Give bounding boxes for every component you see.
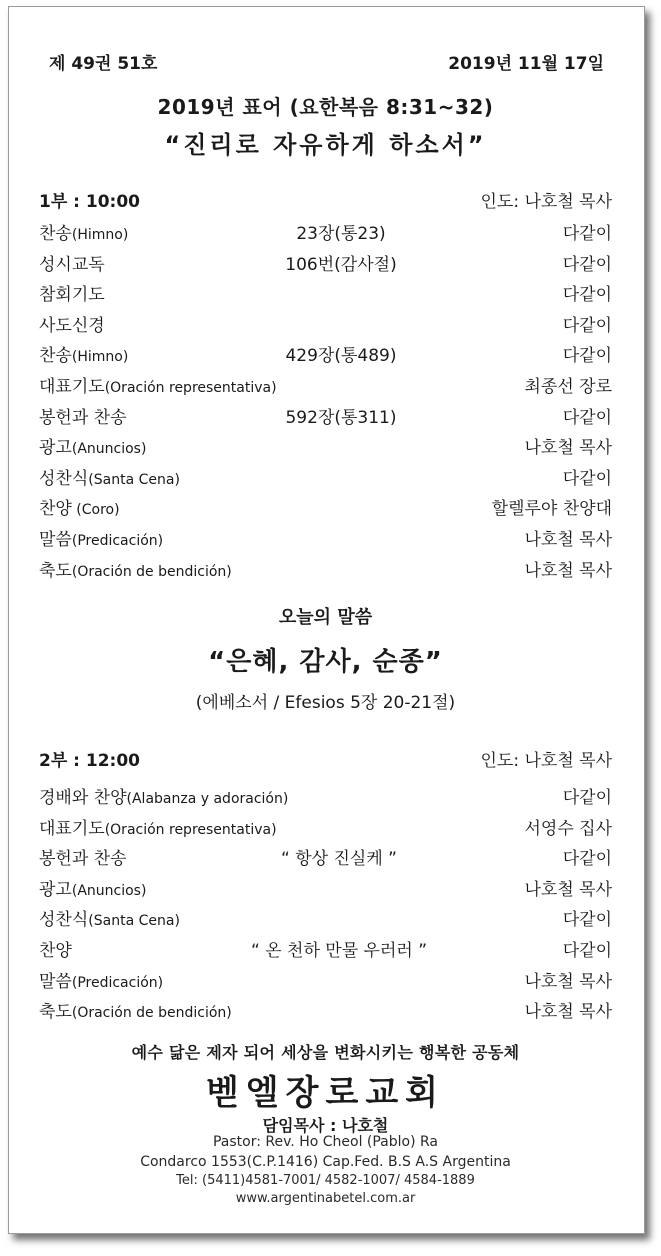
order-participant: 다같이 bbox=[562, 254, 612, 275]
issue-date: 2019년 11월 17일 bbox=[448, 54, 604, 74]
order-row bbox=[39, 403, 612, 427]
order-item-label: 축도 bbox=[39, 560, 72, 581]
order-row bbox=[39, 556, 612, 580]
order-row bbox=[39, 997, 612, 1021]
order-item bbox=[39, 311, 105, 336]
order-item bbox=[39, 814, 277, 839]
order-item bbox=[39, 219, 128, 244]
order-row bbox=[39, 372, 612, 396]
order-participant: 나호철 목사 bbox=[524, 971, 612, 992]
order-hymn-number: 23장(통23) bbox=[296, 224, 386, 244]
church-website[interactable]: www.argentinabetel.com.ar bbox=[235, 1191, 416, 1206]
order-row bbox=[39, 967, 612, 991]
order-item-label: 봉헌과 찬송 bbox=[39, 849, 127, 870]
order-item bbox=[39, 494, 120, 519]
order-hymn-number: “ 온 천하 만물 우러러 ” bbox=[250, 941, 428, 961]
order-item bbox=[39, 997, 232, 1022]
order-participant: 나호철 목사 bbox=[524, 560, 612, 581]
order-item bbox=[39, 967, 163, 992]
order-row bbox=[39, 875, 612, 899]
order-item bbox=[39, 433, 146, 458]
order-item-spanish: (Oración representativa) bbox=[104, 380, 277, 396]
order-item bbox=[39, 341, 128, 366]
order-row bbox=[39, 341, 612, 365]
order-row bbox=[39, 464, 612, 488]
order-participant: 다같이 bbox=[562, 849, 612, 870]
order-item-spanish: (Oración de bendición) bbox=[71, 563, 232, 580]
order-item-label: 참회기도 bbox=[39, 285, 105, 306]
order-item-label: 축도 bbox=[39, 1002, 72, 1023]
order-item bbox=[39, 464, 180, 489]
order-participant: 나호철 목사 bbox=[524, 438, 612, 459]
order-participant: 다같이 bbox=[562, 910, 612, 931]
order-item-label: 말씀 bbox=[39, 971, 72, 992]
order-item-label: 찬송 bbox=[39, 224, 72, 244]
church-motto: 예수 닮은 제자 되어 세상을 변화시키는 행복한 공동체 bbox=[131, 1043, 520, 1062]
pastor-english: Pastor: Rev. Ho Cheol (Pablo) Ra bbox=[212, 1134, 439, 1150]
order-item-label: 찬양 bbox=[39, 941, 72, 961]
order-item-spanish: (Predicación) bbox=[71, 974, 164, 991]
order-item-label: 대표기도 bbox=[39, 377, 105, 397]
church-phone: Tel: (5411)4581-7001/ 4582-1007/ 4584-1889 bbox=[176, 1173, 475, 1188]
order-participant: 다같이 bbox=[562, 788, 612, 808]
order-item-spanish: (Oración de bendición) bbox=[71, 1005, 232, 1022]
order-row bbox=[39, 814, 612, 838]
order-row bbox=[39, 311, 612, 335]
bulletin-content bbox=[39, 7, 612, 1233]
order-row bbox=[39, 250, 612, 274]
order-item-spanish: (Himno) bbox=[71, 349, 129, 366]
order-item-label: 말씀 bbox=[39, 530, 72, 550]
order-item-label: 광고 bbox=[39, 438, 72, 459]
senior-pastor: 담임목사 : 나호철 bbox=[262, 1116, 389, 1135]
order-hymn-number: 429장(통489) bbox=[285, 346, 397, 367]
yearly-motto-quote: “진리로 자유하게 하소서” bbox=[164, 131, 487, 159]
order-item-spanish: (Predicación) bbox=[71, 533, 164, 549]
service1-leader: 인도: 나호철 목사 bbox=[480, 192, 612, 212]
order-participant: 나호철 목사 bbox=[524, 879, 612, 900]
order-item-label: 봉헌과 찬송 bbox=[39, 407, 127, 428]
order-participant: 다같이 bbox=[562, 941, 612, 961]
order-item-spanish: (Himno) bbox=[71, 227, 129, 243]
church-name: 벧엘장로교회 bbox=[205, 1073, 446, 1113]
order-item-spanish: (Alabanza y adoración) bbox=[126, 791, 289, 807]
order-participant: 최종선 장로 bbox=[524, 377, 612, 397]
order-participant: 다같이 bbox=[562, 407, 612, 428]
order-row bbox=[39, 936, 612, 960]
order-row bbox=[39, 844, 612, 868]
order-row bbox=[39, 905, 612, 929]
order-item bbox=[39, 844, 127, 869]
order-item-spanish: (Santa Cena) bbox=[88, 913, 180, 930]
order-row bbox=[39, 280, 612, 304]
order-item-label: 성찬식 bbox=[39, 910, 89, 931]
order-item bbox=[39, 280, 105, 305]
order-item bbox=[39, 905, 180, 930]
order-item-spanish: (Oración representativa) bbox=[104, 821, 277, 838]
order-row bbox=[39, 783, 612, 807]
order-participant: 다같이 bbox=[562, 315, 612, 336]
order-item-label: 찬양 bbox=[39, 499, 72, 520]
order-participant: 다같이 bbox=[562, 224, 612, 244]
order-item bbox=[39, 875, 146, 900]
church-address: Condarco 1553(C.P.1416) Cap.Fed. B.S A.S Argentina bbox=[140, 1154, 511, 1170]
service1-title: 1부 : 10:00 bbox=[39, 192, 140, 212]
order-row bbox=[39, 525, 612, 549]
order-item-spanish: (Santa Cena) bbox=[88, 471, 180, 488]
order-item-label: 광고 bbox=[39, 879, 72, 900]
order-participant: 서영수 집사 bbox=[524, 818, 612, 839]
order-hymn-number: “ 항상 진실케 ” bbox=[281, 849, 397, 870]
order-item bbox=[39, 372, 277, 397]
order-item-label: 대표기도 bbox=[39, 818, 105, 839]
order-item bbox=[39, 250, 105, 275]
order-participant: 다같이 bbox=[562, 346, 612, 367]
order-participant: 할렐루야 찬양대 bbox=[491, 499, 612, 520]
issue-number: 제 49권 51호 bbox=[49, 54, 158, 74]
sermon-scripture: (에베소서 / Efesios 5장 20-21절) bbox=[195, 693, 456, 713]
order-item-label: 경배와 찬양 bbox=[39, 788, 127, 808]
order-hymn-number: 106번(감사절) bbox=[285, 254, 397, 275]
order-row bbox=[39, 219, 612, 243]
bulletin-page bbox=[8, 6, 645, 1234]
order-item bbox=[39, 403, 127, 428]
order-item-label: 사도신경 bbox=[39, 315, 105, 336]
service2-leader: 인도: 나호철 목사 bbox=[480, 751, 612, 771]
order-item-spanish: (Anuncios) bbox=[71, 882, 147, 899]
order-participant: 나호철 목사 bbox=[524, 530, 612, 550]
order-participant: 나호철 목사 bbox=[524, 1002, 612, 1023]
sermon-title: “은혜, 감사, 순종” bbox=[208, 647, 443, 677]
yearly-motto: 2019년 표어 (요한복음 8:31~32) bbox=[157, 95, 494, 119]
order-item bbox=[39, 936, 72, 961]
service2-title: 2부 : 12:00 bbox=[39, 751, 140, 771]
order-item bbox=[39, 556, 232, 581]
order-item-spanish: (Anuncios) bbox=[71, 441, 147, 458]
order-participant: 다같이 bbox=[562, 285, 612, 306]
order-item-label: 성찬식 bbox=[39, 468, 89, 489]
order-item-label: 찬송 bbox=[39, 346, 72, 367]
order-participant: 다같이 bbox=[562, 468, 612, 489]
order-hymn-number: 592장(통311) bbox=[285, 407, 397, 428]
order-item bbox=[39, 783, 288, 808]
order-row bbox=[39, 433, 612, 457]
order-item-spanish: (Coro) bbox=[71, 502, 120, 519]
order-item bbox=[39, 525, 163, 550]
order-item-label: 성시교독 bbox=[39, 254, 105, 275]
order-row bbox=[39, 494, 612, 518]
sermon-heading: 오늘의 말씀 bbox=[278, 607, 373, 628]
